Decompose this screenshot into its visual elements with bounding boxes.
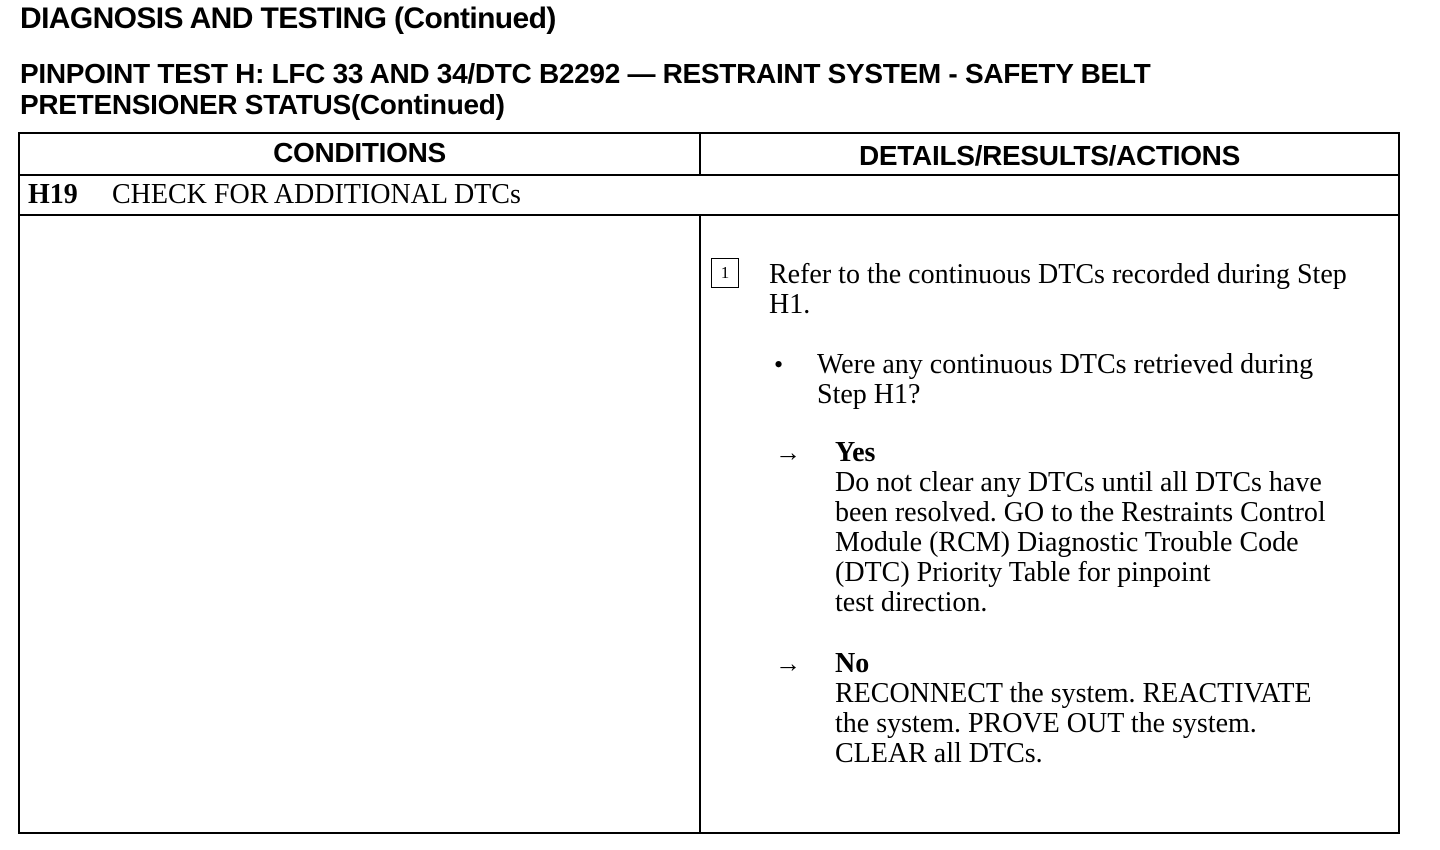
yes-line-2: been resolved. GO to the Restraints Control <box>835 497 1326 528</box>
test-title-line-1: PINPOINT TEST H: LFC 33 AND 34/DTC B2292 — RESTRAINT SYSTEM - SAFETY BELT <box>20 58 1151 89</box>
instruction-line-2: H1. <box>769 289 811 320</box>
step-row <box>20 176 1398 216</box>
step-id: H19 <box>28 179 78 210</box>
question-line-2: Step H1? <box>817 379 921 410</box>
instruction-text <box>769 260 1394 320</box>
conditions-cell <box>20 216 701 832</box>
no-line-3: CLEAR all DTCs. <box>835 738 1043 769</box>
question-line-1: Were any continuous DTCs retrieved during <box>817 349 1314 380</box>
actions-cell <box>701 216 1398 832</box>
no-arrow-icon: → <box>775 649 799 678</box>
no-line-1: RECONNECT the system. REACTIVATE <box>835 678 1312 709</box>
yes-label: Yes <box>835 437 876 468</box>
step-label: CHECK FOR ADDITIONAL DTCs <box>112 179 521 210</box>
pinpoint-test-table <box>18 132 1400 834</box>
no-line-2: the system. PROVE OUT the system. <box>835 708 1257 739</box>
yes-line-1: Do not clear any DTCs until all DTCs have <box>835 467 1322 498</box>
page-title: DIAGNOSIS AND TESTING (Continued) <box>20 2 556 35</box>
instruction-line-1: Refer to the continuous DTCs recorded during Step <box>769 259 1347 290</box>
bullet-icon: • <box>774 350 784 379</box>
test-title-line-2: PRETENSIONER STATUS(Continued) <box>20 89 505 120</box>
yes-result <box>835 438 1395 618</box>
pinpoint-test-title <box>20 58 1150 120</box>
actions-column-header: DETAILS/RESULTS/ACTIONS <box>701 134 1398 176</box>
yes-line-3: Module (RCM) Diagnostic Trouble Code <box>835 527 1299 558</box>
step-number-box: 1 <box>711 258 739 288</box>
question-text <box>817 350 1387 410</box>
no-label: No <box>835 648 870 679</box>
yes-line-4: (DTC) Priority Table for pinpoint <box>835 557 1211 588</box>
yes-line-5: test direction. <box>835 587 988 618</box>
no-result <box>835 649 1395 769</box>
conditions-column-header: CONDITIONS <box>20 134 701 176</box>
yes-arrow-icon: → <box>775 438 799 467</box>
